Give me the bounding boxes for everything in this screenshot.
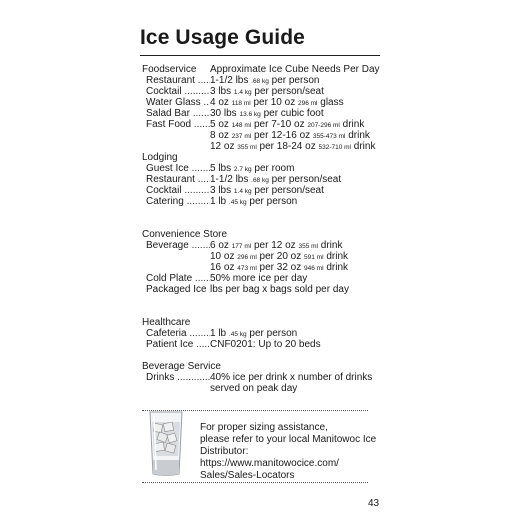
metric-unit: 296 ml bbox=[297, 100, 318, 107]
row-label: Beverage ..... bbox=[146, 240, 210, 251]
title-rule bbox=[140, 55, 380, 56]
section-healthcare: Healthcare bbox=[142, 317, 191, 328]
row-label: Guest Ice ..... bbox=[146, 163, 210, 174]
foodservice-rows bbox=[142, 75, 387, 152]
metric-unit: 591 ml bbox=[304, 254, 324, 261]
value-text: per cubic foot bbox=[260, 108, 324, 119]
value-text: 16 oz bbox=[210, 262, 238, 273]
section-convenience-store: Convenience Store bbox=[142, 229, 228, 240]
table-row bbox=[142, 86, 387, 97]
section-lodging: Lodging bbox=[142, 152, 178, 163]
metric-unit: .45 kg bbox=[228, 331, 247, 338]
note-line: please refer to your local Manitowoc Ice bbox=[200, 434, 377, 445]
table-row bbox=[142, 284, 387, 295]
row-value bbox=[210, 141, 375, 153]
row-value bbox=[210, 383, 297, 394]
metric-unit: 118 ml bbox=[231, 100, 251, 107]
metric-unit: 532-710 ml bbox=[318, 144, 352, 151]
row-label: Patient Ice ..... bbox=[146, 339, 210, 350]
value-text: drink bbox=[339, 119, 365, 130]
metric-unit: .68 kg bbox=[251, 78, 269, 85]
metric-unit: 1.4 kg bbox=[233, 89, 252, 96]
row-label: Catering ..... bbox=[146, 196, 210, 207]
value-text: 1-1/2 lbs bbox=[210, 174, 252, 185]
value-text: 4 oz bbox=[210, 97, 232, 108]
spacer bbox=[142, 207, 387, 229]
table-row bbox=[142, 372, 387, 383]
column-header: Approximate Ice Cube Needs Per Day bbox=[210, 64, 380, 75]
value-text: glass bbox=[317, 97, 344, 108]
row-value bbox=[210, 273, 307, 284]
row-value bbox=[210, 339, 321, 350]
metric-unit: 355 ml bbox=[237, 144, 257, 151]
metric-unit: 355 ml bbox=[298, 243, 318, 250]
value-text: 10 oz bbox=[210, 251, 238, 262]
ice-glass-icon bbox=[146, 410, 186, 478]
table-row bbox=[142, 97, 387, 108]
value-text: 50% more ice per day bbox=[210, 273, 308, 284]
row-value bbox=[210, 372, 372, 383]
note-line[interactable]: Distributor: https://www.manitowocice.com/ bbox=[200, 446, 339, 469]
metric-unit: 296 ml bbox=[237, 254, 257, 261]
value-text: 3 lbs bbox=[210, 185, 234, 196]
value-text: per person bbox=[246, 328, 298, 339]
metric-unit: 473 ml bbox=[237, 265, 257, 272]
table-row bbox=[142, 383, 387, 394]
value-text: per person/seat bbox=[251, 86, 324, 97]
row-label: Cafeteria ..... bbox=[146, 328, 210, 339]
table-row bbox=[142, 251, 387, 262]
table-row bbox=[142, 262, 387, 273]
table-row bbox=[142, 75, 387, 86]
value-text: 30 lbs bbox=[210, 108, 240, 119]
value-text: per 10 oz bbox=[250, 97, 298, 108]
value-text: 1 lb bbox=[210, 196, 229, 207]
table-row bbox=[142, 119, 387, 130]
spacer bbox=[142, 350, 387, 361]
lodging-rows bbox=[142, 163, 387, 207]
table-row bbox=[142, 108, 387, 119]
metric-unit: 148 ml bbox=[231, 122, 252, 129]
table-row bbox=[142, 130, 387, 141]
table-row bbox=[142, 339, 387, 350]
value-text: drink bbox=[351, 141, 376, 152]
beverage-rows bbox=[142, 372, 387, 394]
value-text: drink bbox=[345, 130, 370, 141]
value-text: 5 oz bbox=[210, 119, 232, 130]
section-foodservice: Foodservice bbox=[142, 64, 197, 75]
value-text: 5 lbs bbox=[210, 163, 234, 174]
row-label: Salad Bar ..... bbox=[146, 108, 210, 119]
note-line[interactable]: Sales/Sales-Locators bbox=[200, 470, 295, 481]
metric-unit: .45 kg bbox=[228, 199, 247, 206]
row-label: Water Glass ..... bbox=[146, 97, 210, 108]
value-text: per 7-10 oz bbox=[251, 119, 308, 130]
value-text: drink bbox=[317, 240, 343, 251]
note-line: For proper sizing assistance, bbox=[200, 422, 328, 433]
value-text: 8 oz bbox=[210, 130, 232, 141]
value-text: lbs per bag x bags sold per day bbox=[210, 284, 349, 295]
value-text: 6 oz bbox=[210, 240, 232, 251]
value-text: drink bbox=[323, 251, 348, 262]
metric-unit: .68 kg bbox=[251, 177, 269, 184]
sizing-note bbox=[200, 422, 390, 482]
value-text: 1 lb bbox=[210, 328, 229, 339]
page-title: Ice Usage Guide bbox=[140, 26, 305, 49]
row-label: Fast Food ..... bbox=[146, 119, 210, 130]
table-row bbox=[142, 196, 387, 207]
value-text: per 32 oz bbox=[256, 262, 305, 273]
table-row bbox=[142, 174, 387, 185]
metric-unit: 13.6 kg bbox=[239, 111, 261, 118]
row-label: Drinks ..... bbox=[146, 372, 210, 383]
table-row bbox=[142, 163, 387, 174]
header-row bbox=[142, 64, 387, 75]
value-text: per person bbox=[268, 75, 320, 86]
metric-unit: 177 ml bbox=[231, 243, 252, 250]
table-row bbox=[142, 185, 387, 196]
value-text: 3 lbs bbox=[210, 86, 234, 97]
value-text: per 12-16 oz bbox=[251, 130, 313, 141]
row-label: Cocktail ..... bbox=[146, 185, 210, 196]
value-text: per 20 oz bbox=[256, 251, 305, 262]
value-text: per person/seat bbox=[251, 185, 324, 196]
section-beverage-service: Beverage Service bbox=[142, 361, 221, 372]
row-value bbox=[210, 284, 349, 295]
page-number: 43 bbox=[368, 498, 380, 509]
value-text: per person/seat bbox=[268, 174, 342, 185]
value-text: per 12 oz bbox=[251, 240, 299, 251]
metric-unit: 237 ml bbox=[231, 133, 252, 140]
divider-bottom bbox=[142, 482, 368, 483]
row-value bbox=[210, 196, 297, 208]
metric-unit: 1.4 kg bbox=[233, 188, 252, 195]
row-label: Cold Plate ..... bbox=[146, 273, 210, 284]
value-text: per person bbox=[246, 196, 298, 207]
value-text: per 18-24 oz bbox=[256, 141, 319, 152]
spacer bbox=[142, 295, 387, 317]
ice-usage-table bbox=[142, 64, 387, 394]
row-label: Restaurant ..... bbox=[146, 75, 210, 86]
value-text: 1-1/2 lbs bbox=[210, 75, 252, 86]
row-label: Cocktail ..... bbox=[146, 86, 210, 97]
value-text: CNF0201: Up to 20 beds bbox=[210, 339, 321, 350]
row-label: Restaurant ..... bbox=[146, 174, 210, 185]
healthcare-rows bbox=[142, 328, 387, 350]
value-text: 12 oz bbox=[210, 141, 238, 152]
metric-unit: 207-296 ml bbox=[307, 122, 340, 129]
metric-unit: 2.7 kg bbox=[233, 166, 252, 173]
value-text: served on peak day bbox=[210, 383, 298, 394]
metric-unit: 946 ml bbox=[304, 265, 324, 272]
value-text: per room bbox=[251, 163, 295, 174]
row-label: Packaged Ice ..... bbox=[146, 284, 210, 295]
table-row bbox=[142, 240, 387, 251]
table-row bbox=[142, 141, 387, 152]
convenience-rows bbox=[142, 240, 387, 295]
metric-unit: 355-473 ml bbox=[312, 133, 346, 140]
table-row bbox=[142, 273, 387, 284]
table-row bbox=[142, 328, 387, 339]
value-text: drink bbox=[323, 262, 348, 273]
value-text: 40% ice per drink x number of drinks bbox=[210, 372, 373, 383]
